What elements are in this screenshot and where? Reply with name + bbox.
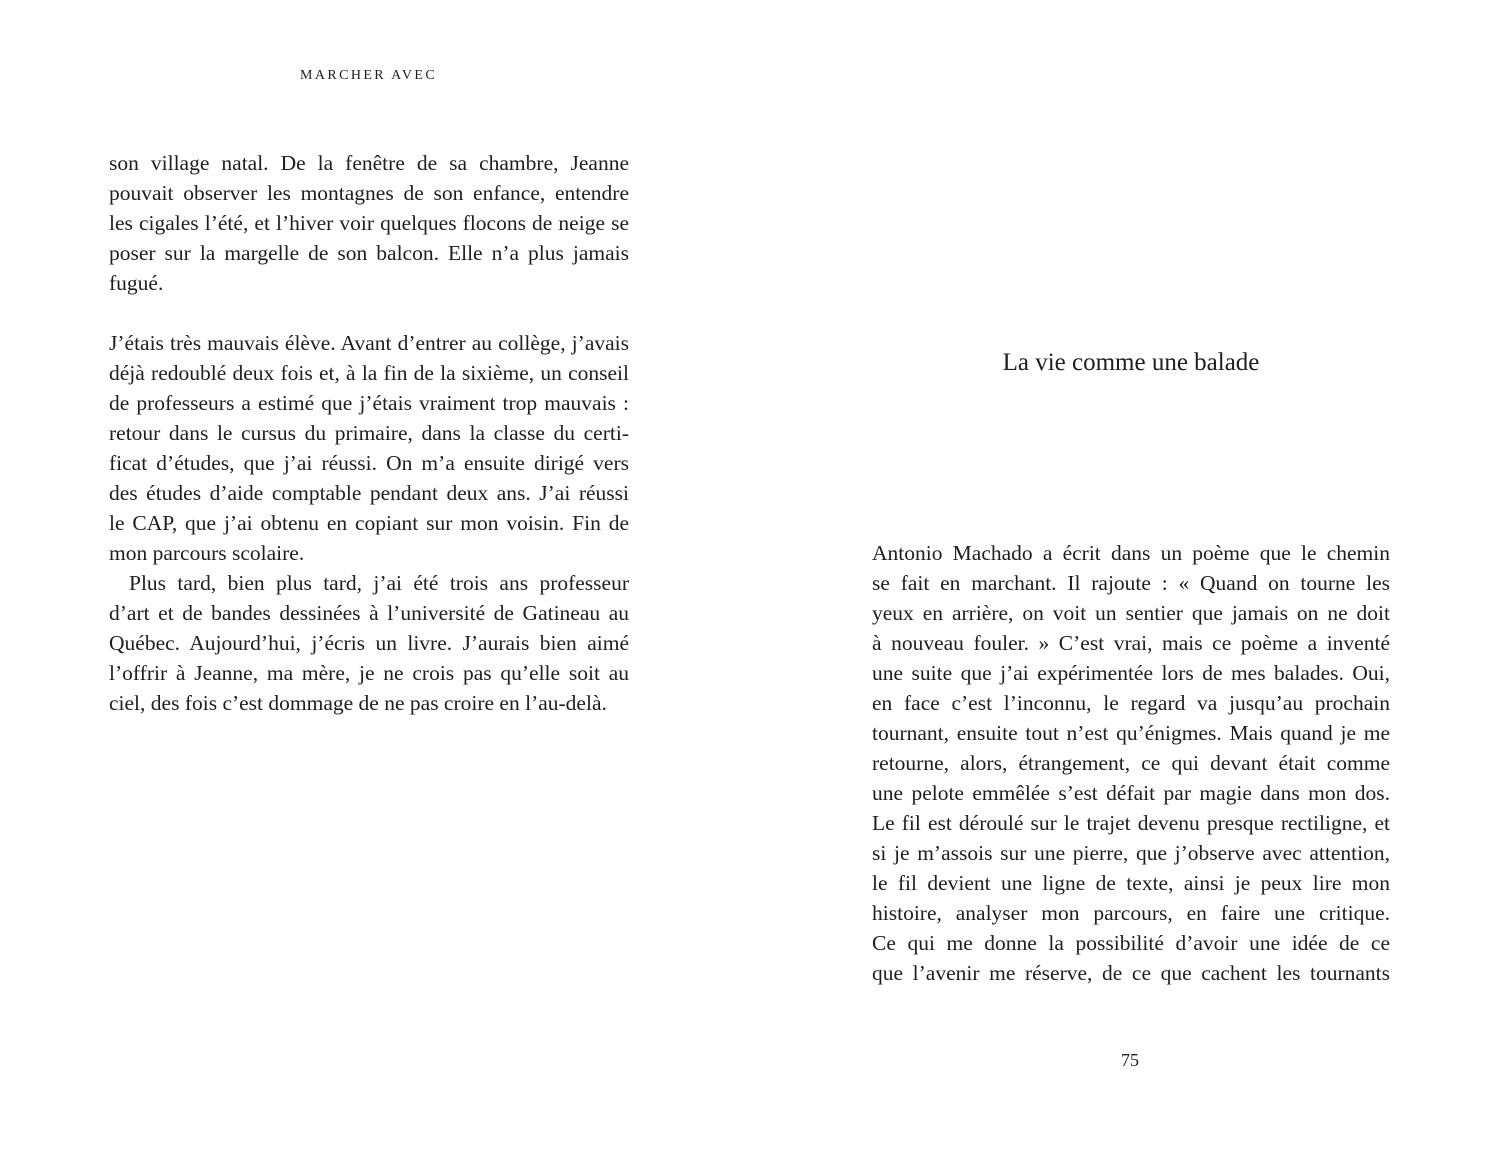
text-line: à nouveau fouler. » C’est vrai, mais ce poème a inventé xyxy=(872,631,1390,655)
text-line: le CAP, que j’ai obtenu en copiant sur mon voisin. Fin de xyxy=(109,511,629,535)
text-line: tournant, ensuite tout n’est qu’énigmes. Mais quand je me xyxy=(872,721,1390,745)
text-line: retour dans le cursus du primaire, dans la classe du certi- xyxy=(109,421,629,445)
text-line: si je m’assois sur une pierre, que j’observe avec attention, xyxy=(872,841,1390,865)
running-head: MARCHER AVEC xyxy=(300,68,438,83)
text-line: fugué. xyxy=(109,271,164,295)
chapter-title: La vie comme une balade xyxy=(1002,349,1260,376)
text-line: poser sur la margelle de son balcon. Elle n’a plus jamais xyxy=(109,241,629,265)
text-line: Antonio Machado a écrit dans un poème que le chemin xyxy=(872,541,1390,565)
text-line: Le fil est déroulé sur le trajet devenu presque rectiligne, et xyxy=(872,811,1390,835)
text-line: que l’avenir me réserve, de ce que cachent les tournants xyxy=(872,961,1390,985)
text-line: Ce qui me donne la possibilité d’avoir une idée de ce xyxy=(872,931,1390,955)
text-line: déjà redoublé deux fois et, à la fin de la sixième, un conseil xyxy=(109,361,629,385)
text-line: une pelote emmêlée s’est défait par magie dans mon dos. xyxy=(872,781,1390,805)
text-line: histoire, analyser mon parcours, en faire une critique. xyxy=(872,901,1390,925)
text-line: retourne, alors, étrangement, ce qui devant était comme xyxy=(872,751,1390,775)
text-line: ciel, des fois c’est dommage de ne pas croire en l’au-delà. xyxy=(109,691,607,715)
text-line: ficat d’études, que j’ai réussi. On m’a ensuite dirigé vers xyxy=(109,451,629,475)
text-line: le fil devient une ligne de texte, ainsi je peux lire mon xyxy=(872,871,1390,895)
text-line: Plus tard, bien plus tard, j’ai été trois ans professeur xyxy=(129,571,629,595)
text-line: pouvait observer les montagnes de son enfance, entendre xyxy=(109,181,629,205)
text-line: se fait en marchant. Il rajoute : « Quand on tourne les xyxy=(872,571,1390,595)
text-line: mon parcours scolaire. xyxy=(109,541,305,565)
paragraph xyxy=(109,568,629,718)
text-line: en face c’est l’inconnu, le regard va jusqu’au prochain xyxy=(872,691,1390,715)
paragraph xyxy=(109,328,629,568)
text-line: son village natal. De la fenêtre de sa chambre, Jeanne xyxy=(109,151,629,175)
right-page-body xyxy=(872,538,1390,988)
text-line: l’offrir à Jeanne, ma mère, je ne crois pas qu’elle soit au xyxy=(109,661,629,685)
text-line: une suite que j’ai expérimentée lors de mes balades. Oui, xyxy=(872,661,1390,685)
left-page-body xyxy=(109,148,629,718)
text-line: les cigales l’été, et l’hiver voir quelques flocons de neige se xyxy=(109,211,629,235)
text-line: d’art et de bandes dessinées à l’université de Gatineau au xyxy=(109,601,629,625)
text-line: J’étais très mauvais élève. Avant d’entrer au collège, j’avais xyxy=(109,331,629,355)
text-line: yeux en arrière, on voit un sentier que jamais on ne doit xyxy=(872,601,1390,625)
text-line: des études d’aide comptable pendant deux ans. J’ai réussi xyxy=(109,481,629,505)
paragraph xyxy=(109,148,629,298)
text-line: Québec. Aujourd’hui, j’écris un livre. J’aurais bien aimé xyxy=(109,631,629,655)
section-break xyxy=(109,298,629,328)
text-line: de professeurs a estimé que j’étais vraiment trop mauvais : xyxy=(109,391,629,415)
right-page xyxy=(750,0,1500,1154)
page-number: 75 xyxy=(1121,1050,1139,1070)
